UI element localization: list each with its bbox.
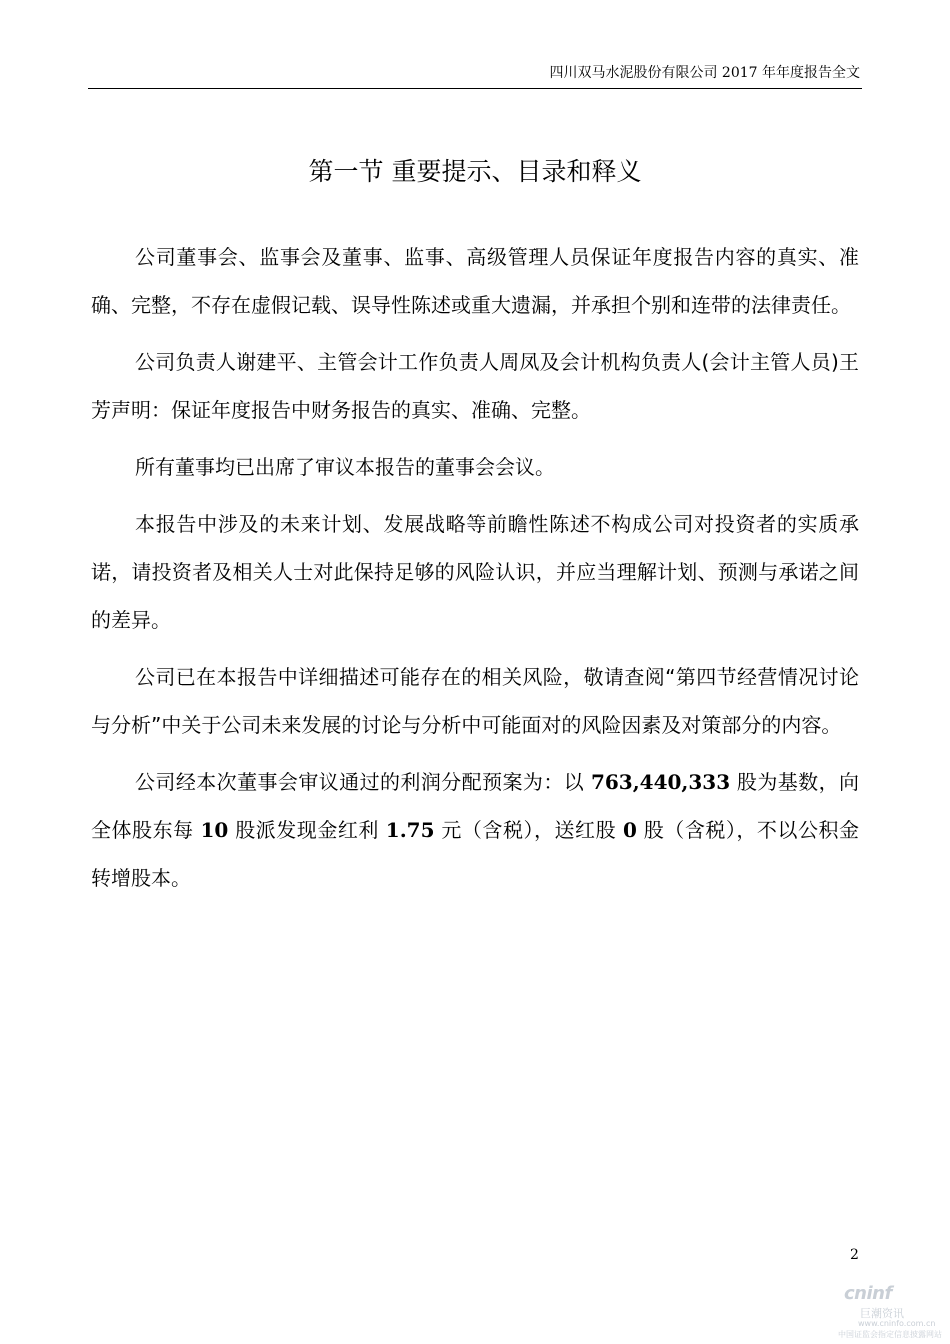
body-text	[91, 233, 859, 911]
paragraph-directors-attendance: 所有董事均已出席了审议本报告的董事会会议。	[135, 455, 555, 479]
paragraph-responsible-persons: 公司负责人谢建平、主管会计工作负责人周凤及会计机构负责人(会计主管人员)王芳声明：保证年度报告中财务报告的真实、准确、完整。	[91, 350, 859, 422]
dividend-text-4: 元（含税），送红股	[434, 818, 623, 842]
cninfo-watermark	[836, 1283, 946, 1341]
dividend-text-1: 公司经本次董事会审议通过的利润分配预案为：以	[135, 770, 591, 794]
paragraph-board-guarantee: 公司董事会、监事会及董事、监事、高级管理人员保证年度报告内容的真实、准确、完整，不存在虚假记载、误导性陈述或重大遗漏，并承担个别和连带的法律责任。	[91, 245, 859, 317]
paragraph-dividend-plan	[91, 758, 859, 902]
dividend-bonus-shares: 0	[622, 818, 637, 842]
cninfo-logo: cninf	[844, 1283, 892, 1304]
cninfo-name: 巨潮资讯	[860, 1307, 904, 1320]
paragraph-risk-notice: 公司已在本报告中详细描述可能存在的相关风险，敬请查阅“第四节经营情况讨论与分析”中关于公司未来发展的讨论与分析中可能面对的风险因素及对策部分的内容。	[91, 665, 859, 737]
paragraph-forward-looking: 本报告中涉及的未来计划、发展战略等前瞻性陈述不构成公司对投资者的实质承诺，请投资者及相关人士对此保持足够的风险认识，并应当理解计划、预测与承诺之间的差异。	[91, 512, 859, 632]
section-title: 第一节 重要提示、目录和释义	[308, 157, 642, 186]
report-header-title: 四川双马水泥股份有限公司 2017 年年度报告全文	[549, 65, 860, 81]
page-header	[88, 64, 862, 89]
dividend-text-3: 股派发现金红利	[228, 818, 386, 842]
dividend-text-5: 股（含税），不以公积金转增股本。	[91, 818, 860, 890]
cninfo-url: www.cninfo.com.cn	[858, 1319, 936, 1328]
dividend-share-base: 763,440,333	[590, 770, 731, 794]
dividend-text-2: 股为基数，向全体股东每	[91, 770, 860, 842]
page-number: 2	[850, 1247, 859, 1263]
dividend-cash-amount: 1.75	[385, 818, 435, 842]
dividend-per-shares: 10	[200, 818, 229, 842]
cninfo-org: 中国证监会指定信息披露网站	[838, 1330, 942, 1339]
